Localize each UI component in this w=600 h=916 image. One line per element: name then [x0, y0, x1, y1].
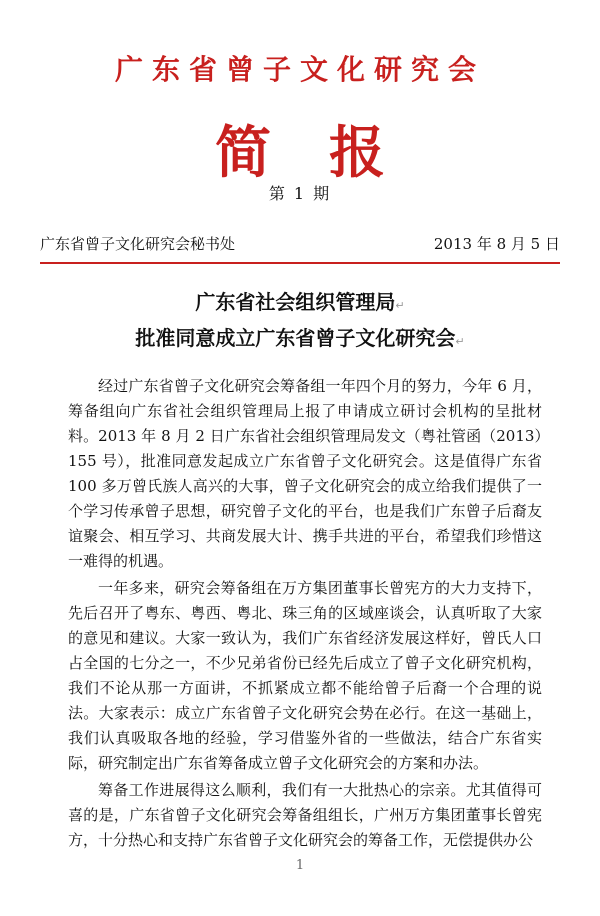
issuer: 广东省曾子文化研究会秘书处 [40, 235, 236, 253]
paragraph-3: 筹备工作进展得这么顺利，我们有一大批热心的宗亲。尤其值得可喜的是，广东省曾子文化研究会筹备组组长，广州万方集团董事长曾宪方，十分热心和支持广东省曾子文化研究会的筹备工作，无偿提供办公 [68, 781, 542, 849]
paragraph-1: 经过广东省曾子文化研究会筹备组一年四个月的努力，今年 6 月，筹备组向广东省社会组织管理局上报了申请成立研讨会机构的呈批材料。2013 年 8 月 2 日广东省社会组织管理局发文（粤社管函（2013）155 号），批准同意发起成立广东省曾子文化研究会。这是值得广东省 100 多万曾氏族人高兴的大事，曾子文化研究会的成立给我们提供了一个学习传承曾子思想，研究曾子文化的平台，也是我们广东曾子后裔友谊聚会、相互学习、共商发展大计、携手共进的平台，希望我们珍惜这一难得的机遇。 [68, 377, 542, 570]
bulletin-title: 简报 [215, 120, 443, 186]
header-divider [40, 262, 560, 264]
headline-line-1: 广东省社会组织管理局↵ [195, 290, 405, 314]
article-headline [0, 286, 600, 358]
article-body [68, 374, 542, 855]
paragraph-2: 一年多来，研究会筹备组在万方集团董事长曾宪方的大力支持下，先后召开了粤东、粤西、粤北、珠三角的区域座谈会，认真听取了大家的意见和建议。大家一致认为，我们广东省经济发展这样好，曾氏人口占全国的七分之一，不少兄弟省份已经先后成立了曾子文化研究机构，我们不论从那一方面讲，不抓紧成立都不能给曾子后裔一个合理的说法。大家表示：成立广东省曾子文化研究会势在必行。在这一基础上，我们认真吸取各地的经验，学习借鉴外省的一些做法，结合广东省实际，研究制定出广东省筹备成立曾子文化研究会的方案和办法。 [68, 579, 542, 772]
issuer-line [40, 232, 560, 256]
headline-line-2: 批准同意成立广东省曾子文化研究会↵ [135, 326, 465, 350]
issue-number: 第 1 期 [268, 184, 332, 203]
issue-date: 2013 年 8 月 5 日 [433, 235, 560, 253]
page-number: 1 [295, 858, 305, 873]
org-title: 广东省曾子文化研究会 [114, 53, 485, 86]
